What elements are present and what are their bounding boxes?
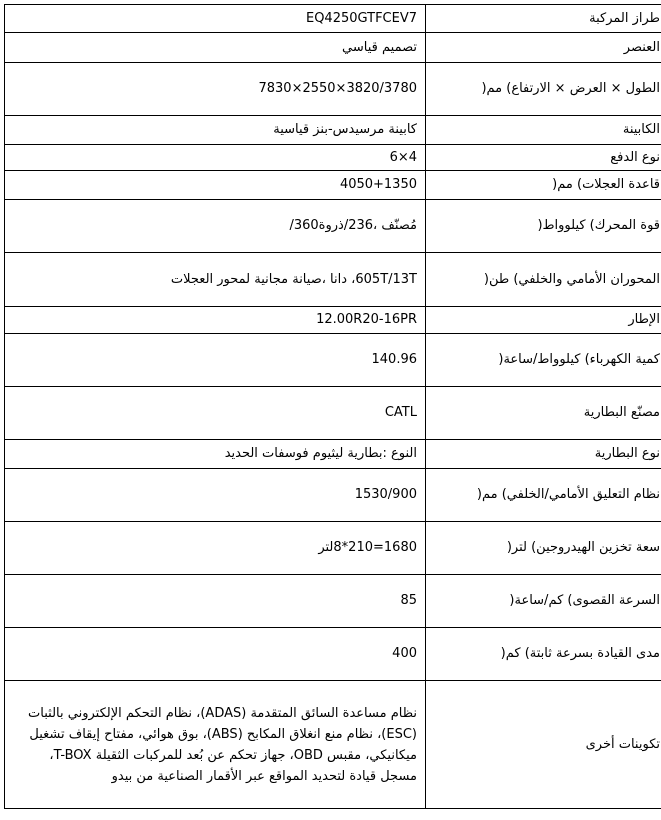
label-cell: المحوران الأمامي والخلفي) طن(	[426, 253, 661, 307]
table-row	[5, 307, 661, 334]
value-cell: 140.96	[5, 334, 426, 387]
value-cell: 7830×2550×3820/3780	[5, 63, 426, 116]
value-cell: 1530/900	[5, 469, 426, 522]
table-row	[5, 334, 661, 387]
label-cell: الكابينة	[426, 116, 661, 145]
value-cell: 1680=210*8لتر	[5, 522, 426, 575]
table-row	[5, 469, 661, 522]
table-row	[5, 522, 661, 575]
table-row	[5, 63, 661, 116]
label-cell: مدى القيادة بسرعة ثابتة) كم(	[426, 628, 661, 681]
value-cell: 12.00R20-16PR	[5, 307, 426, 334]
label-cell: طراز المركبة	[426, 5, 661, 33]
table-row	[5, 681, 661, 809]
value-cell: 605T/13T، دانا ،صيانة مجانية لمحور العجلات	[5, 253, 426, 307]
label-cell: مصنّع البطارية	[426, 387, 661, 440]
label-cell: تكوينات أخرى	[426, 681, 661, 809]
spec-table	[4, 4, 661, 809]
table-row	[5, 116, 661, 145]
value-cell: مُصنّف ،236/ذروة360/	[5, 200, 426, 253]
label-cell: الطول × العرض × الارتفاع) مم(	[426, 63, 661, 116]
label-cell: نوع الدفع	[426, 145, 661, 171]
table-row	[5, 33, 661, 63]
value-cell: 85	[5, 575, 426, 628]
label-cell: نوع البطارية	[426, 440, 661, 469]
table-row	[5, 387, 661, 440]
value-cell: كابينة مرسيدس-بنز قياسية	[5, 116, 426, 145]
value-cell: EQ4250GTFCEV7	[5, 5, 426, 33]
table-row	[5, 171, 661, 200]
table-row	[5, 253, 661, 307]
label-cell: قوة المحرك) كيلوواط(	[426, 200, 661, 253]
label-cell: كمية الكهرباء) كيلوواط/ساعة(	[426, 334, 661, 387]
label-cell: قاعدة العجلات) مم(	[426, 171, 661, 200]
table-row	[5, 145, 661, 171]
table-row	[5, 5, 661, 33]
value-cell: نظام مساعدة السائق المتقدمة (ADAS)، نظام التحكم الإلكتروني بالثبات (ESC)، نظام منع انغلاق المكابح (ABS)، بوق هوائي، مفتاح إيقاف تشغيل ميكانيكي، مقبس OBD، جهاز تحكم عن بُعد للمركبات الثقيلة T-BOX، مسجل قيادة لتحديد المواقع عبر الأقمار الصناعية من بيدو	[5, 681, 426, 809]
label-cell: سعة تخزين الهيدروجين) لتر(	[426, 522, 661, 575]
value-cell: 4050+1350	[5, 171, 426, 200]
value-cell: النوع :بطارية ليثيوم فوسفات الحديد	[5, 440, 426, 469]
value-cell: CATL	[5, 387, 426, 440]
label-cell: الإطار	[426, 307, 661, 334]
value-cell: 6×4	[5, 145, 426, 171]
value-cell: تصميم قياسي	[5, 33, 426, 63]
table-row	[5, 440, 661, 469]
value-cell: 400	[5, 628, 426, 681]
label-cell: نظام التعليق الأمامي/الخلفي) مم(	[426, 469, 661, 522]
table-row	[5, 200, 661, 253]
label-cell: العنصر	[426, 33, 661, 63]
table-row	[5, 575, 661, 628]
table-row	[5, 628, 661, 681]
label-cell: السرعة القصوى) كم/ساعة(	[426, 575, 661, 628]
